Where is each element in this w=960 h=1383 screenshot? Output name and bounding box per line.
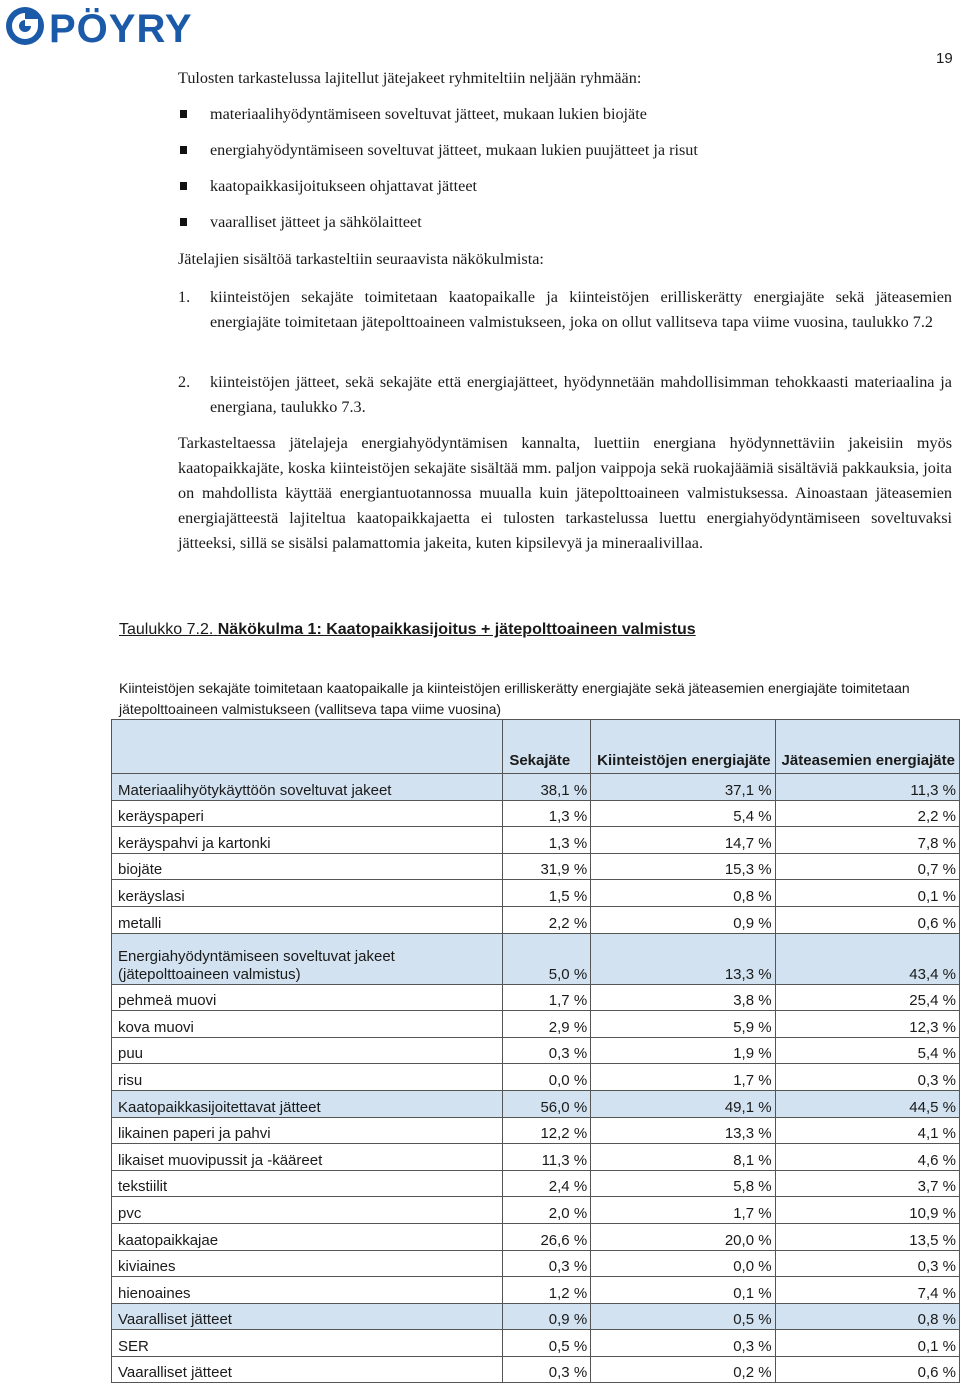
value-cell: 1,7 % — [591, 1064, 775, 1091]
value-cell: 1,3 % — [503, 827, 591, 854]
value-cell: 0,3 % — [775, 1064, 959, 1091]
table-row — [112, 1170, 960, 1197]
value-cell: 3,7 % — [775, 1170, 959, 1197]
value-cell: 2,0 % — [503, 1197, 591, 1224]
value-cell: 0,9 % — [503, 1303, 591, 1330]
value-cell: 0,8 % — [775, 1303, 959, 1330]
table-category-row — [112, 774, 960, 801]
value-cell: 0,6 % — [775, 906, 959, 933]
value-cell: 0,6 % — [775, 1356, 959, 1383]
column-header: Sekajäte — [503, 720, 591, 774]
value-cell: 0,2 % — [591, 1356, 775, 1383]
page-number: 19 — [936, 50, 953, 67]
table-header-row — [112, 720, 960, 774]
value-cell: 4,6 % — [775, 1144, 959, 1171]
row-label: keräyspahvi ja kartonki — [112, 827, 503, 854]
value-cell: 25,4 % — [775, 984, 959, 1011]
bullet-square-icon — [180, 182, 187, 190]
intro-text: Tulosten tarkastelussa lajitellut jätejakeet ryhmiteltiin neljään ryhmään: — [178, 69, 642, 87]
row-label: risu — [112, 1064, 503, 1091]
body-paragraph: Tarkasteltaessa jätelajeja energiahyödyntämisen kannalta, luettiin energiana hyödynnettäviin jakeisiin myös kaatopaikkajäte, koska kiinteistöjen sekajäte sisältää mm. paljon vaippoja sekä ruokajäämiä sisältäviä pakkauksia, joita on mahdollista käyttää energiantuotannossa muualla kuin jätepolttoaineen valmistuksessa. Ainoastaan jäteasemien energiajätteestä lajiteltua kaatopaikkajaetta ei tulosten tarkastelussa luettu energiahyödyntämiseen soveltuvaksi jätteeksi, sillä se sisälsi palamattomia jakeita, kuten kipsilevyä ja mineraalivillaa. — [178, 434, 952, 552]
table-category-row — [112, 1090, 960, 1117]
value-cell: 5,8 % — [591, 1170, 775, 1197]
value-cell: 26,6 % — [503, 1223, 591, 1250]
table-row — [112, 1011, 960, 1038]
table-row — [112, 853, 960, 880]
bullet-square-icon — [180, 146, 187, 154]
table-row — [112, 1144, 960, 1171]
bullet-item: vaaralliset jätteet ja sähkölaitteet — [178, 210, 698, 246]
value-cell: 11,3 % — [503, 1144, 591, 1171]
row-label: kaatopaikkajae — [112, 1223, 503, 1250]
row-label: biojäte — [112, 853, 503, 880]
row-label: likaiset muovipussit ja -kääreet — [112, 1144, 503, 1171]
value-cell: 1,9 % — [591, 1037, 775, 1064]
value-cell: 5,0 % — [503, 933, 591, 984]
row-label: pvc — [112, 1197, 503, 1224]
row-label: tekstiilit — [112, 1170, 503, 1197]
value-cell: 3,8 % — [591, 984, 775, 1011]
table-row — [112, 984, 960, 1011]
group-bullet-list — [178, 102, 698, 246]
value-cell: 0,3 % — [503, 1250, 591, 1277]
table-row — [112, 1197, 960, 1224]
value-cell: 12,3 % — [775, 1011, 959, 1038]
row-label: kiviaines — [112, 1250, 503, 1277]
value-cell: 1,5 % — [503, 880, 591, 907]
bullet-item: energiahyödyntämiseen soveltuvat jätteet, mukaan lukien puujätteet ja risut — [178, 138, 698, 174]
waste-composition-table — [111, 719, 960, 1383]
value-cell: 14,7 % — [591, 827, 775, 854]
row-label: metalli — [112, 906, 503, 933]
value-cell: 0,1 % — [775, 880, 959, 907]
table-row — [112, 1356, 960, 1383]
bullet-item: kaatopaikkasijoitukseen ohjattavat jätteet — [178, 174, 698, 210]
value-cell: 15,3 % — [591, 853, 775, 880]
value-cell: 43,4 % — [775, 933, 959, 984]
value-cell: 0,1 % — [775, 1330, 959, 1357]
bullet-square-icon — [180, 218, 187, 226]
table-row — [112, 880, 960, 907]
value-cell: 0,7 % — [775, 853, 959, 880]
table-row — [112, 1277, 960, 1304]
value-cell: 13,3 % — [591, 1117, 775, 1144]
table-category-row — [112, 1303, 960, 1330]
perspectives-lead: Jätelajien sisältöä tarkasteltiin seuraavista näkökulmista: — [178, 250, 544, 268]
value-cell: 0,8 % — [591, 880, 775, 907]
value-cell: 7,4 % — [775, 1277, 959, 1304]
value-cell: 38,1 % — [503, 774, 591, 801]
value-cell: 12,2 % — [503, 1117, 591, 1144]
table-caption — [119, 621, 696, 639]
value-cell: 0,3 % — [775, 1250, 959, 1277]
table-row — [112, 1117, 960, 1144]
value-cell: 0,5 % — [591, 1303, 775, 1330]
table-row — [112, 827, 960, 854]
table-row — [112, 1250, 960, 1277]
bullet-square-icon — [180, 110, 187, 118]
value-cell: 0,0 % — [503, 1064, 591, 1091]
caption-title: Näkökulma 1: Kaatopaikkasijoitus + jätepolttoaineen valmistus — [217, 621, 696, 638]
value-cell: 0,1 % — [591, 1277, 775, 1304]
row-label: puu — [112, 1037, 503, 1064]
column-header: Jäteasemien energiajäte — [775, 720, 959, 774]
row-label: SER — [112, 1330, 503, 1357]
caption-number: Taulukko 7.2. — [119, 621, 214, 638]
value-cell: 2,9 % — [503, 1011, 591, 1038]
value-cell: 1,3 % — [503, 800, 591, 827]
value-cell: 0,9 % — [591, 906, 775, 933]
value-cell: 1,7 % — [591, 1197, 775, 1224]
value-cell: 7,8 % — [775, 827, 959, 854]
value-cell: 20,0 % — [591, 1223, 775, 1250]
value-cell: 2,2 % — [503, 906, 591, 933]
value-cell: 2,4 % — [503, 1170, 591, 1197]
poyry-logo — [3, 4, 253, 48]
value-cell: 11,3 % — [775, 774, 959, 801]
row-label: Vaaralliset jätteet — [112, 1303, 503, 1330]
table-category-row — [112, 933, 960, 984]
value-cell: 0,5 % — [503, 1330, 591, 1357]
value-cell: 4,1 % — [775, 1117, 959, 1144]
value-cell: 0,0 % — [591, 1250, 775, 1277]
value-cell: 1,7 % — [503, 984, 591, 1011]
value-cell: 1,2 % — [503, 1277, 591, 1304]
column-header: Kiinteistöjen energiajäte — [591, 720, 775, 774]
row-label: pehmeä muovi — [112, 984, 503, 1011]
value-cell: 13,3 % — [591, 933, 775, 984]
value-cell: 44,5 % — [775, 1090, 959, 1117]
row-label: keräyslasi — [112, 880, 503, 907]
value-cell: 56,0 % — [503, 1090, 591, 1117]
row-label: Materiaalihyötykäyttöön soveltuvat jakeet — [112, 774, 503, 801]
header-empty-cell — [112, 720, 503, 774]
row-label: hienoaines — [112, 1277, 503, 1304]
table-row — [112, 800, 960, 827]
brand-wordmark: PÖYRY — [49, 7, 193, 48]
value-cell: 13,5 % — [775, 1223, 959, 1250]
table-description: Kiinteistöjen sekajäte toimitetaan kaatopaikalle ja kiinteistöjen erilliskerätty energiajäte sekä jäteasemien energiajäte toimitetaan jätepolttoaineen valmistukseen (vallitseva tapa viime vuosina) — [119, 680, 910, 717]
value-cell: 5,9 % — [591, 1011, 775, 1038]
value-cell: 31,9 % — [503, 853, 591, 880]
table-row — [112, 906, 960, 933]
row-label: Vaaralliset jätteet — [112, 1356, 503, 1383]
value-cell: 0,3 % — [503, 1037, 591, 1064]
value-cell: 10,9 % — [775, 1197, 959, 1224]
value-cell: 5,4 % — [775, 1037, 959, 1064]
row-label: likainen paperi ja pahvi — [112, 1117, 503, 1144]
row-label: keräyspaperi — [112, 800, 503, 827]
table-row — [112, 1064, 960, 1091]
value-cell: 49,1 % — [591, 1090, 775, 1117]
value-cell: 0,3 % — [591, 1330, 775, 1357]
row-label: Kaatopaikkasijoitettavat jätteet — [112, 1090, 503, 1117]
row-label: kova muovi — [112, 1011, 503, 1038]
value-cell: 5,4 % — [591, 800, 775, 827]
value-cell: 0,3 % — [503, 1356, 591, 1383]
table-row — [112, 1037, 960, 1064]
row-label: Energiahyödyntämiseen soveltuvat jakeet (jätepolttoaineen valmistus) — [112, 933, 503, 984]
value-cell: 2,2 % — [775, 800, 959, 827]
table-row — [112, 1223, 960, 1250]
value-cell: 8,1 % — [591, 1144, 775, 1171]
table-row — [112, 1330, 960, 1357]
bullet-item: materiaalihyödyntämiseen soveltuvat jätteet, mukaan lukien biojäte — [178, 102, 698, 138]
value-cell: 37,1 % — [591, 774, 775, 801]
